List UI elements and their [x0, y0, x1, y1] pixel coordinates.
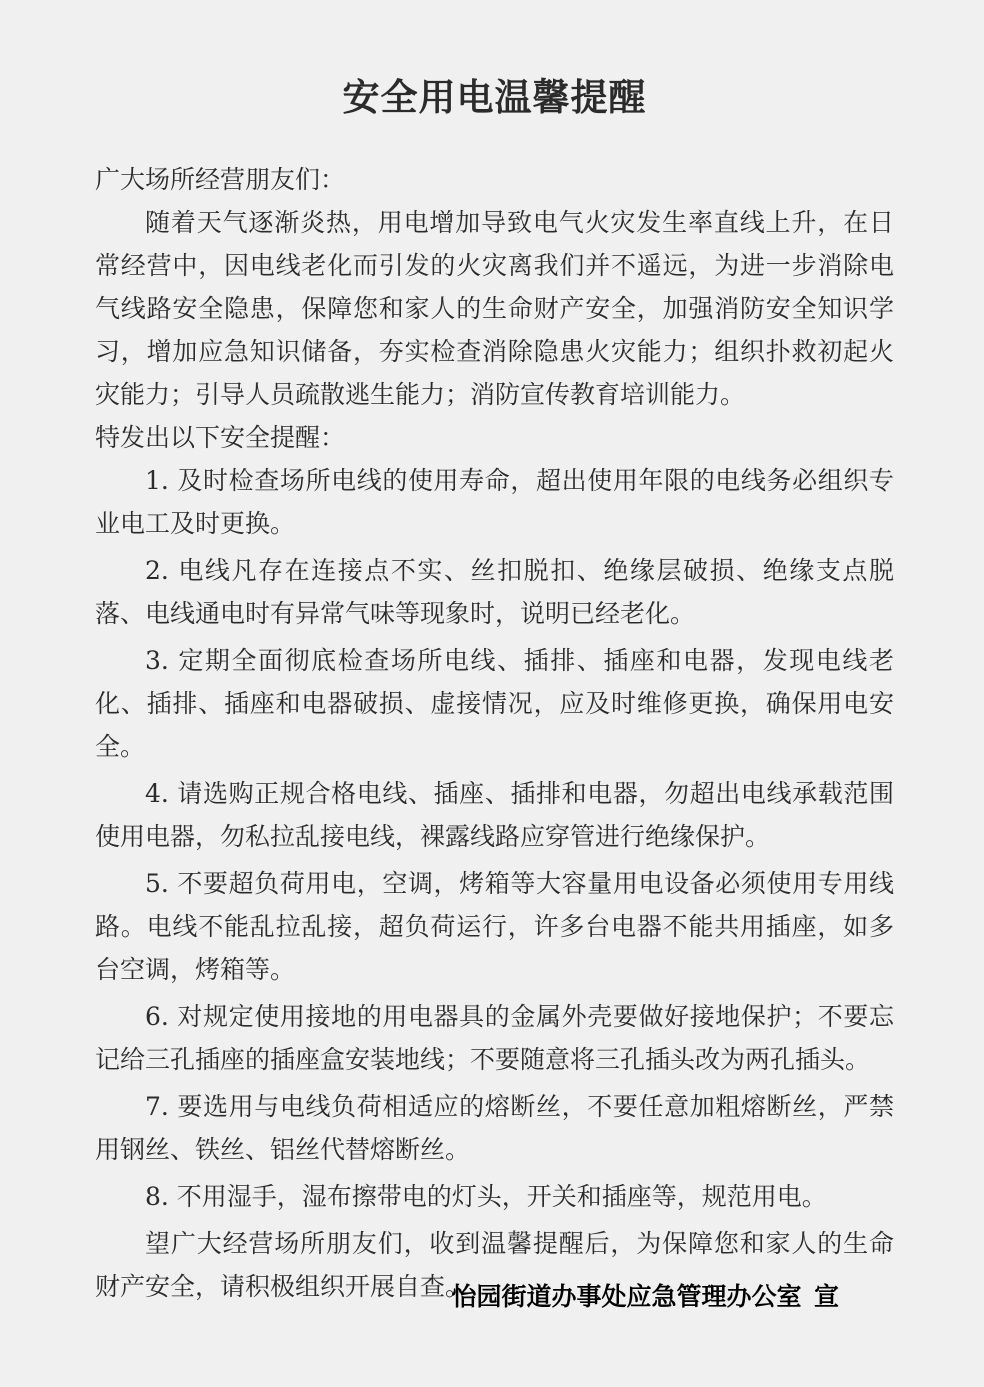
reminder-item-7: 7. 要选用与电线负荷相适应的熔断丝，不要任意加粗熔断丝，严禁用钢丝、铁丝、铝丝代替熔断丝。	[95, 1092, 894, 1164]
reminder-item-3: 3. 定期全面彻底检查场所电线、插排、插座和电器，发现电线老化、插排、插座和电器破损、虚接情况，应及时维修更换，确保用电安全。	[95, 646, 894, 761]
reminder-item-6: 6. 对规定使用接地的用电器具的金属外壳要做好接地保护；不要忘记给三孔插座的插座盒安装地线；不要随意将三孔插头改为两孔插头。	[95, 1002, 894, 1074]
reminder-item-4: 4. 请选购正规合格电线、插座、插排和电器，勿超出电线承载范围使用电器，勿私拉乱接电线，裸露线路应穿管进行绝缘保护。	[95, 779, 894, 851]
reminder-item-8: 8. 不用湿手，湿布擦带电的灯头，开关和插座等，规范用电。	[145, 1182, 827, 1211]
reminder-item-1: 1. 及时检查场所电线的使用寿命，超出使用年限的电线务必组织专业电工及时更换。	[95, 466, 894, 538]
closing-paragraph: 望广大经营场所朋友们，收到温馨提醒后，为保障您和家人的生命财产安全，请积极组织开展自查。	[95, 1229, 894, 1301]
greeting: 广大场所经营朋友们：	[95, 165, 346, 194]
reminder-item-5: 5. 不要超负荷用电，空调，烤箱等大容量用电设备必须使用专用线路。电线不能乱拉乱接，超负荷运行，许多台电器不能共用插座，如多台空调，烤箱等。	[95, 869, 894, 984]
lead-line: 特发出以下安全提醒：	[95, 423, 346, 452]
issuer-signature: 怡园街道办事处应急管理办公室 宣	[451, 1284, 839, 1311]
notice-title: 安全用电温馨提醒	[342, 75, 647, 119]
intro-paragraph: 随着天气逐渐炎热，用电增加导致电气火灾发生率直线上升，在日常经营中，因电线老化而引发的火灾离我们并不遥远，为进一步消除电气线路安全隐患，保障您和家人的生命财产安全，加强消防安全知识学习，增加应急知识储备，夯实检查消除隐患火灾能力；组织扑救初起火灾能力；引导人员疏散逃生能力；消防宣传教育培训能力。	[95, 208, 894, 409]
reminder-item-2: 2. 电线凡存在连接点不实、丝扣脱扣、绝缘层破损、绝缘支点脱落、电线通电时有异常气味等现象时，说明已经老化。	[95, 556, 894, 628]
